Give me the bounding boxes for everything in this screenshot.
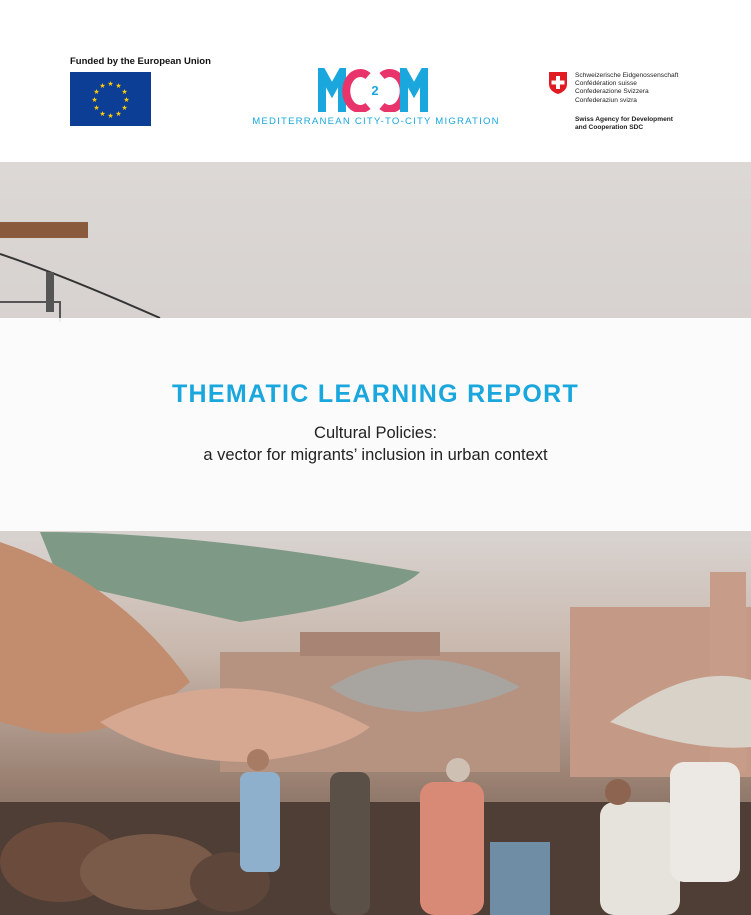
swiss-confederation-names xyxy=(575,72,678,105)
project-logo-block xyxy=(250,68,502,127)
svg-text:★: ★ xyxy=(93,104,100,112)
report-subtitle-line-2: a vector for migrants’ inclusion in urban context xyxy=(203,446,548,464)
swiss-agency-line-1: Swiss Agency for Development xyxy=(575,116,673,123)
svg-text:★: ★ xyxy=(107,112,114,120)
project-name: MEDITERRANEAN CITY-TO-CITY MIGRATION xyxy=(252,116,500,127)
eu-funding-caption: Funded by the European Union xyxy=(70,56,211,67)
cover-header xyxy=(0,0,751,162)
swiss-flag-icon xyxy=(548,72,568,94)
svg-text:★: ★ xyxy=(123,96,130,104)
report-subtitle-line-1: Cultural Policies: xyxy=(314,424,437,442)
svg-text:★: ★ xyxy=(91,96,98,104)
mc2cm-logo xyxy=(318,68,434,112)
eu-flag-icon xyxy=(70,72,151,126)
svg-text:★: ★ xyxy=(115,110,122,118)
market-scene xyxy=(0,162,751,915)
svg-text:★: ★ xyxy=(107,80,114,88)
svg-text:★: ★ xyxy=(99,110,106,118)
svg-text:2: 2 xyxy=(371,83,379,98)
svg-text:★: ★ xyxy=(93,88,100,96)
swiss-name-de: Schweizerische Eidgenossenschaft xyxy=(575,72,679,79)
cover-photo xyxy=(0,162,751,915)
swiss-agency-line-2: and Cooperation SDC xyxy=(575,124,644,132)
report-title: THEMATIC LEARNING REPORT xyxy=(171,380,580,408)
svg-text:★: ★ xyxy=(121,104,128,112)
swiss-name-rm: Confederaziun svizra xyxy=(575,96,637,104)
svg-text:★: ★ xyxy=(121,88,128,96)
svg-text:★: ★ xyxy=(115,82,122,90)
swiss-name-fr: Confédération suisse xyxy=(575,80,637,88)
eu-funding-block xyxy=(70,56,211,126)
swiss-agency-name xyxy=(575,116,673,132)
swiss-name-it: Confederazione Svizzera xyxy=(575,88,649,96)
svg-text:★: ★ xyxy=(99,82,106,90)
